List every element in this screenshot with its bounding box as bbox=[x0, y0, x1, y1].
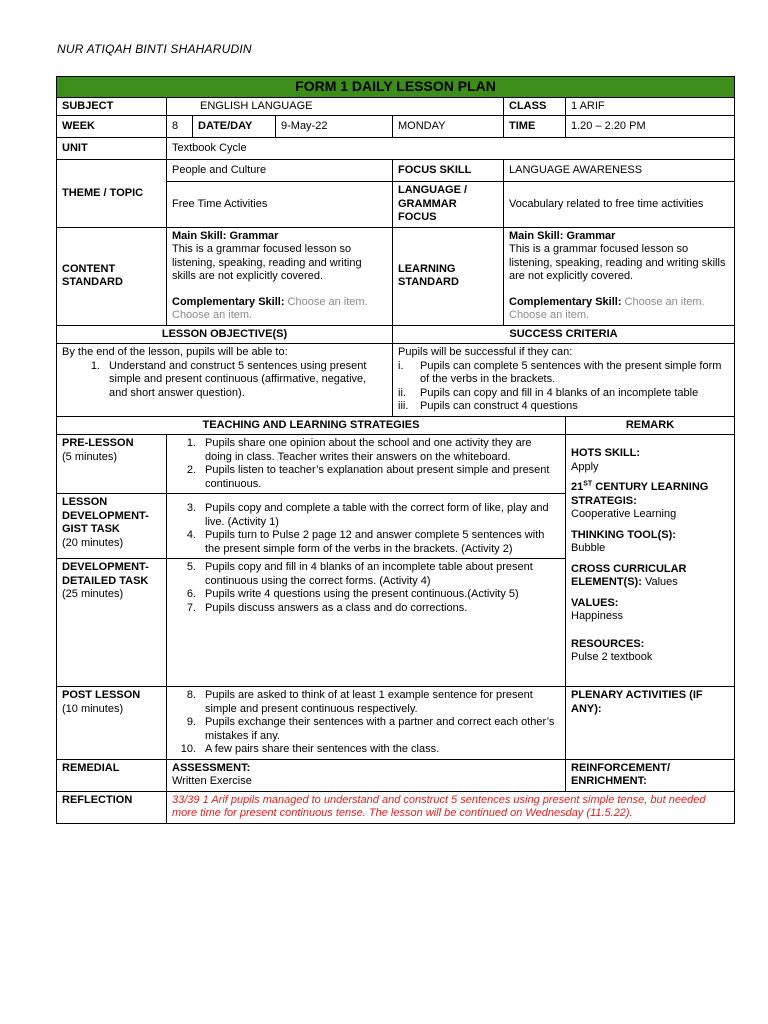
week-value: 8 bbox=[167, 116, 193, 138]
content-comp-label: Complementary Skill: bbox=[172, 295, 285, 308]
objective-item: 1. Understand and construct 5 sentences using present simple and present continuous (affirmative, negative, and short answer question). bbox=[90, 359, 367, 399]
step-item: 8. Pupils are asked to think of at least 1 example sentence for present simple and present continuous respectively. bbox=[186, 689, 533, 715]
content-comp-dropdown-2[interactable]: Choose an item. bbox=[172, 309, 253, 321]
stage-post-row bbox=[57, 687, 735, 760]
post-lesson-label: POST LESSON (10 minutes) bbox=[57, 687, 167, 760]
gist-task-label: LESSON DEVELOPMENT-GIST TASK (20 minutes) bbox=[57, 494, 167, 559]
reflection-row bbox=[57, 791, 735, 823]
century-label: 21ST CENTURY LEARNING STRATEGIS: bbox=[571, 480, 709, 507]
thinking-value: Bubble bbox=[571, 542, 606, 554]
step-item: 6. Pupils write 4 questions using the present continuous.(Activity 5) bbox=[186, 588, 519, 600]
values-value: Happiness bbox=[571, 610, 623, 622]
assessment-label: ASSESSMENT: bbox=[172, 761, 251, 774]
success-item: iii. Pupils can construct 4 questions bbox=[398, 400, 578, 412]
lesson-plan-table bbox=[56, 76, 735, 824]
stage-pre-row bbox=[57, 435, 735, 494]
theme-row bbox=[57, 160, 735, 182]
pre-lesson-steps bbox=[167, 435, 566, 494]
plan-title: FORM 1 DAILY LESSON PLAN bbox=[57, 77, 735, 98]
success-item: ii. Pupils can copy and fill in 4 blanks of an incomplete table bbox=[398, 386, 699, 399]
success-item: i. Pupils can complete 5 sentences with the present simple form of the verbs in the brackets. bbox=[398, 359, 722, 385]
values-label: VALUES: bbox=[571, 596, 619, 609]
learning-comp-dropdown-2[interactable]: Choose an item. bbox=[509, 309, 590, 321]
assessment-cell bbox=[167, 759, 566, 791]
focus-skill-value: LANGUAGE AWARENESS bbox=[504, 160, 735, 182]
week-label: WEEK bbox=[57, 116, 167, 138]
topic-value: Free Time Activities bbox=[167, 182, 393, 228]
step-item: 4. Pupils turn to Pulse 2 page 12 and answer complete 5 sentences with the present simple form of the verbs in the brackets. (Activity 2) bbox=[186, 529, 545, 555]
author-name: NUR ATIQAH BINTI SHAHARUDIN bbox=[57, 42, 252, 56]
date-value: 9-May-22 bbox=[276, 116, 393, 138]
step-item: 10. A few pairs share their sentences with the class. bbox=[180, 743, 440, 755]
title-row bbox=[57, 77, 735, 98]
resources-value: Pulse 2 textbook bbox=[571, 651, 653, 663]
objectives-row bbox=[57, 344, 735, 417]
unit-label: UNIT bbox=[57, 138, 167, 160]
success-cell bbox=[393, 344, 735, 417]
time-label: TIME bbox=[504, 116, 566, 138]
reinforcement-label: REINFORCEMENT/ ENRICHMENT: bbox=[566, 759, 735, 791]
detailed-task-steps bbox=[167, 559, 566, 687]
learning-main-skill: Main Skill: Grammar bbox=[509, 229, 616, 242]
theme-label: THEME / TOPIC bbox=[57, 160, 167, 228]
subject-label: SUBJECT bbox=[57, 97, 167, 116]
content-standard-cell bbox=[167, 227, 393, 325]
subject-value: ENGLISH LANGUAGE bbox=[167, 97, 504, 116]
plenary-label: PLENARY ACTIVITIES (IF ANY): bbox=[566, 687, 735, 760]
learning-comp-label: Complementary Skill: bbox=[509, 295, 622, 308]
step-item: 2. Pupils listen to teacher’s explanation about present simple and present continuous. bbox=[186, 464, 550, 490]
step-item: 9. Pupils exchange their sentences with a partner and correct each other’s mistakes if any. bbox=[186, 716, 555, 742]
gist-task-steps bbox=[167, 494, 566, 559]
strategies-header-row bbox=[57, 416, 735, 435]
language-focus-label: LANGUAGE / GRAMMAR FOCUS bbox=[393, 182, 504, 228]
day-value: MONDAY bbox=[393, 116, 504, 138]
theme-value: People and Culture bbox=[167, 160, 393, 182]
step-item: 1. Pupils share one opinion about the school and one activity they are doing in class. Teacher writes their answers on the whiteboard. bbox=[186, 437, 532, 463]
learning-comp-dropdown[interactable]: Choose an item. bbox=[624, 295, 705, 308]
content-standard-label: CONTENT STANDARD bbox=[57, 227, 167, 325]
pre-lesson-label: PRE-LESSON (5 minutes) bbox=[57, 435, 167, 494]
subject-row bbox=[57, 97, 735, 116]
unit-row bbox=[57, 138, 735, 160]
content-desc: This is a grammar focused lesson so listening, speaking, reading and writing skills are not explicitly covered. bbox=[172, 243, 362, 282]
remarks-cell bbox=[566, 435, 735, 687]
hots-value: Apply bbox=[571, 460, 599, 473]
strategies-header: TEACHING AND LEARNING STRATEGIES bbox=[57, 416, 566, 435]
focus-skill-label: FOCUS SKILL bbox=[393, 160, 504, 182]
learning-desc: This is a grammar focused lesson so listening, speaking, reading and writing skills are not explicitly covered. bbox=[509, 243, 726, 282]
remark-header: REMARK bbox=[566, 416, 735, 435]
success-intro: Pupils will be successful if they can: bbox=[398, 346, 573, 358]
resources-label: RESOURCES: bbox=[571, 637, 645, 650]
learning-standard-label: LEARNING STANDARD bbox=[393, 227, 504, 325]
date-label: DATE/DAY bbox=[193, 116, 276, 138]
objectives-intro: By the end of the lesson, pupils will be able to: bbox=[62, 346, 288, 358]
post-lesson-steps bbox=[167, 687, 566, 760]
time-value: 1.20 – 2.20 PM bbox=[566, 116, 735, 138]
class-label: CLASS bbox=[504, 97, 566, 116]
remedial-label: REMEDIAL bbox=[57, 759, 167, 791]
week-row bbox=[57, 116, 735, 138]
learning-standard-cell bbox=[504, 227, 735, 325]
objectives-cell bbox=[57, 344, 393, 417]
language-focus-value: Vocabulary related to free time activities bbox=[504, 182, 735, 228]
standards-row bbox=[57, 227, 735, 325]
step-item: 7. Pupils discuss answers as a class and do corrections. bbox=[186, 601, 468, 614]
success-header: SUCCESS CRITERIA bbox=[393, 325, 735, 344]
hots-label: HOTS SKILL: bbox=[571, 447, 641, 459]
content-comp-dropdown[interactable]: Choose an item. bbox=[287, 295, 368, 308]
reflection-label: REFLECTION bbox=[57, 791, 167, 823]
century-value: Cooperative Learning bbox=[571, 508, 677, 520]
thinking-label: THINKING TOOL(S): bbox=[571, 528, 676, 541]
step-item: 5. Pupils copy and fill in 4 blanks of an incomplete table about present continuous using the correct forms. (Activity 4) bbox=[186, 561, 533, 587]
cross-value: Values bbox=[641, 576, 678, 588]
content-main-skill: Main Skill: Grammar bbox=[172, 229, 279, 242]
objectives-header: LESSON OBJECTIVE(S) bbox=[57, 325, 393, 344]
cross-label: CROSS CURRICULAR ELEMENT(S): bbox=[571, 562, 687, 588]
objectives-header-row bbox=[57, 325, 735, 344]
reflection-text: 33/39 1 Arif pupils managed to understand and construct 5 sentences using present simple tense, but needed more time for present continuous tense. The lesson will be continued on Wednesday (11.5.22). bbox=[167, 791, 735, 823]
unit-value: Textbook Cycle bbox=[167, 138, 735, 160]
class-value: 1 ARIF bbox=[566, 97, 735, 116]
remedial-row bbox=[57, 759, 735, 791]
assessment-value: Written Exercise bbox=[172, 775, 252, 787]
detailed-task-label: DEVELOPMENT-DETAILED TASK (25 minutes) bbox=[57, 559, 167, 687]
step-item: 3. Pupils copy and complete a table with the correct form of like, play and live. (Activity 1) bbox=[186, 502, 549, 528]
